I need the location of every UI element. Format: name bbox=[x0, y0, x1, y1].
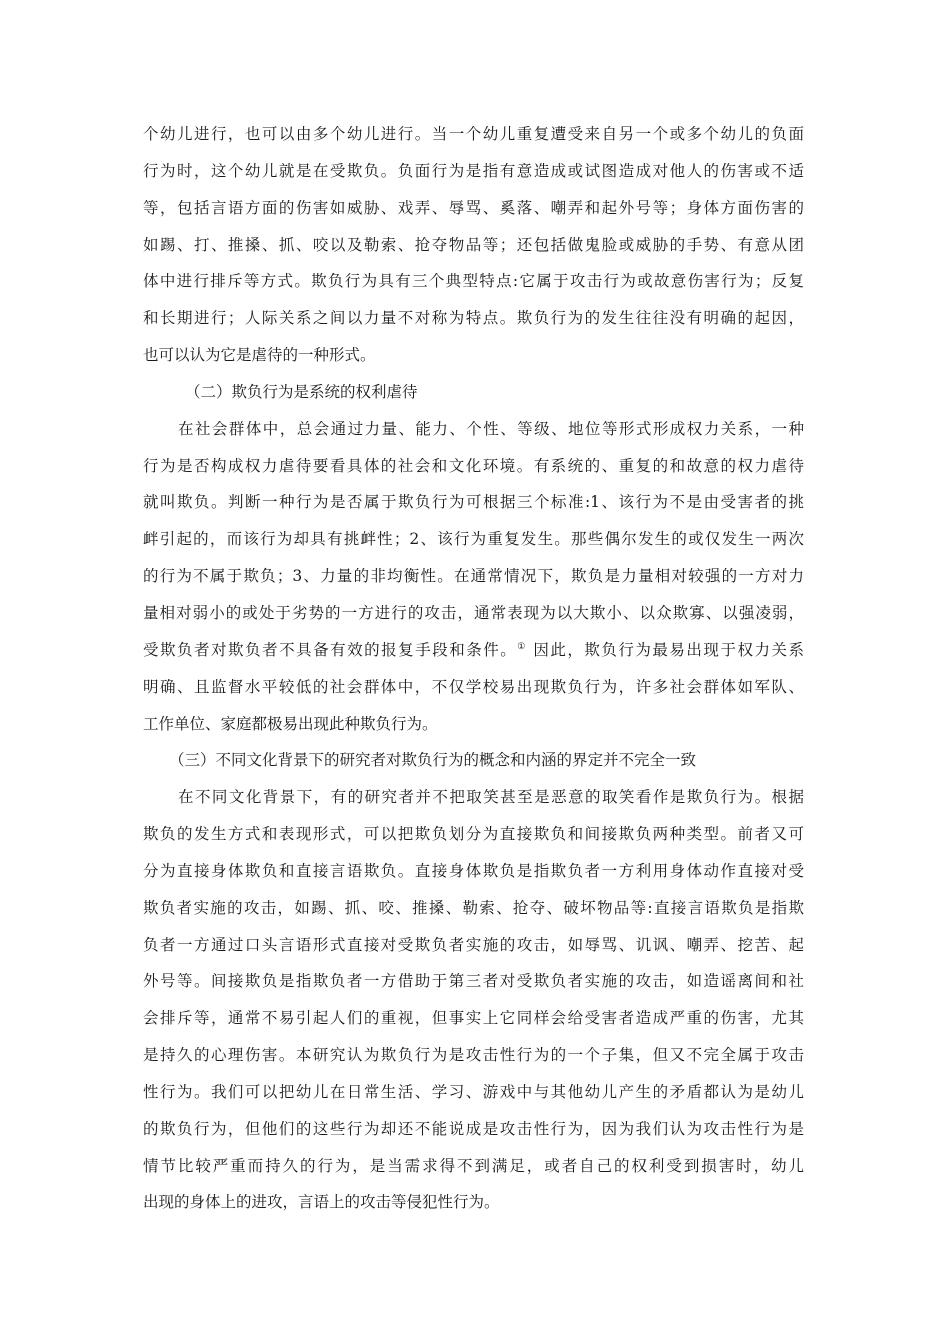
text-line: 体中进行排斥等方式。欺负行为具有三个典型特点:它属于攻击行为或故意伤害行为；反复 bbox=[143, 272, 804, 291]
text-line: 行为是否构成权力虐待要看具体的社会和文化环境。有系统的、重复的和故意的权力虐待 bbox=[143, 456, 804, 475]
section-heading-3: （三）不同文化背景下的研究者对欺负行为的概念和内涵的界定并不完全一致 bbox=[169, 751, 697, 770]
paragraph-1 bbox=[143, 116, 804, 374]
footnote-line-after: 因此，欺负行为最易出现于权力关系 bbox=[526, 640, 804, 659]
paragraph-2 bbox=[143, 411, 804, 743]
text-line: 负者一方通过口头言语形式直接对受欺负者实施的攻击，如辱骂、讥讽、嘲弄、挖苦、起 bbox=[143, 935, 804, 954]
text-line: 就叫欺负。判断一种行为是否属于欺负行为可根据三个标准:1、该行为不是由受害者的挑 bbox=[143, 493, 804, 512]
text-line: 在不同文化背景下，有的研究者并不把取笑甚至是恶意的取笑看作是欺负行为。根据 bbox=[178, 788, 804, 807]
text-line: 量相对弱小的或处于劣势的一方进行的攻击，通常表现为以大欺小、以众欺寡、以强凌弱， bbox=[143, 603, 804, 622]
text-line: 性行为。我们可以把幼儿在日常生活、学习、游戏中与其他幼儿产生的矛盾都认为是幼儿 bbox=[143, 1082, 804, 1101]
text-line: 分为直接身体欺负和直接言语欺负。直接身体欺负是指欺负者一方利用身体动作直接对受 bbox=[143, 861, 804, 880]
text-line: 也可以认为它是虐待的一种形式。 bbox=[143, 346, 376, 365]
text-line: 出现的身体上的进攻，言语上的攻击等侵犯性行为。 bbox=[143, 1193, 500, 1212]
text-line: 的欺负行为，但他们的这些行为却还不能说成是攻击性行为，因为我们认为攻击性行为是 bbox=[143, 1119, 804, 1138]
text-line: 明确、且监督水平较低的社会群体中，不仅学校易出现欺负行为，许多社会群体如军队、 bbox=[143, 677, 804, 696]
text-line: 外号等。间接欺负是指欺负者一方借助于第三者对受欺负者实施的攻击，如造谣离间和社 bbox=[143, 972, 804, 991]
section-heading-2: （二）欺负行为是系统的权利虐待 bbox=[185, 382, 418, 401]
text-line: 工作单位、家庭都极易出现此种欺负行为。 bbox=[143, 714, 438, 733]
text-line: 个幼儿进行，也可以由多个幼儿进行。当一个幼儿重复遭受来自另一个或多个幼儿的负面 bbox=[143, 125, 804, 143]
text-line-with-footnote bbox=[143, 632, 804, 669]
text-line: 行为时，这个幼儿就是在受欺负。负面行为是指有意造成或试图造成对他人的伤害或不适 bbox=[143, 161, 804, 180]
text-line: 欺负的发生方式和表现形式，可以把欺负划分为直接欺负和间接欺负两种类型。前者又可 bbox=[143, 825, 804, 844]
text-line: 是持久的心理伤害。本研究认为欺负行为是攻击性行为的一个子集，但又不完全属于攻击 bbox=[143, 1046, 804, 1065]
document-page bbox=[143, 116, 804, 1221]
text-line: 在社会群体中，总会通过力量、能力、个性、等级、地位等形式形成权力关系，一种 bbox=[178, 419, 804, 438]
footnote-mark[interactable]: ① bbox=[517, 641, 527, 652]
text-line: 衅引起的，而该行为却具有挑衅性；2、该行为重复发生。那些偶尔发生的或仅发生一两次 bbox=[143, 530, 804, 549]
text-line: 的行为不属于欺负；3、力量的非均衡性。在通常情况下，欺负是力量相对较强的一方对力 bbox=[143, 567, 804, 586]
text-line: 情节比较严重而持久的行为，是当需求得不到满足，或者自己的权利受到损害时，幼儿 bbox=[143, 1156, 804, 1175]
text-line: 等，包括言语方面的伤害如威胁、戏弄、辱骂、奚落、嘲弄和起外号等；身体方面伤害的 bbox=[143, 198, 804, 217]
paragraph-3 bbox=[143, 779, 804, 1221]
text-line: 会排斥等，通常不易引起人们的重视，但事实上它同样会给受害者造成严重的伤害，尤其 bbox=[143, 1009, 804, 1028]
text-line: 欺负者实施的攻击，如踢、抓、咬、推搡、勒索、抢夺、破坏物品等:直接言语欺负是指欺 bbox=[143, 898, 804, 917]
text-line: 和长期进行；人际关系之间以力量不对称为特点。欺负行为的发生往往没有明确的起因， bbox=[143, 309, 804, 328]
footnote-line-before: 受欺负者对欺负者不具备有效的报复手段和条件。 bbox=[143, 640, 518, 659]
text-line: 如踢、打、推搡、抓、咬以及勒索、抢夺物品等；还包括做鬼脸或威胁的手势、有意从团 bbox=[143, 235, 804, 254]
